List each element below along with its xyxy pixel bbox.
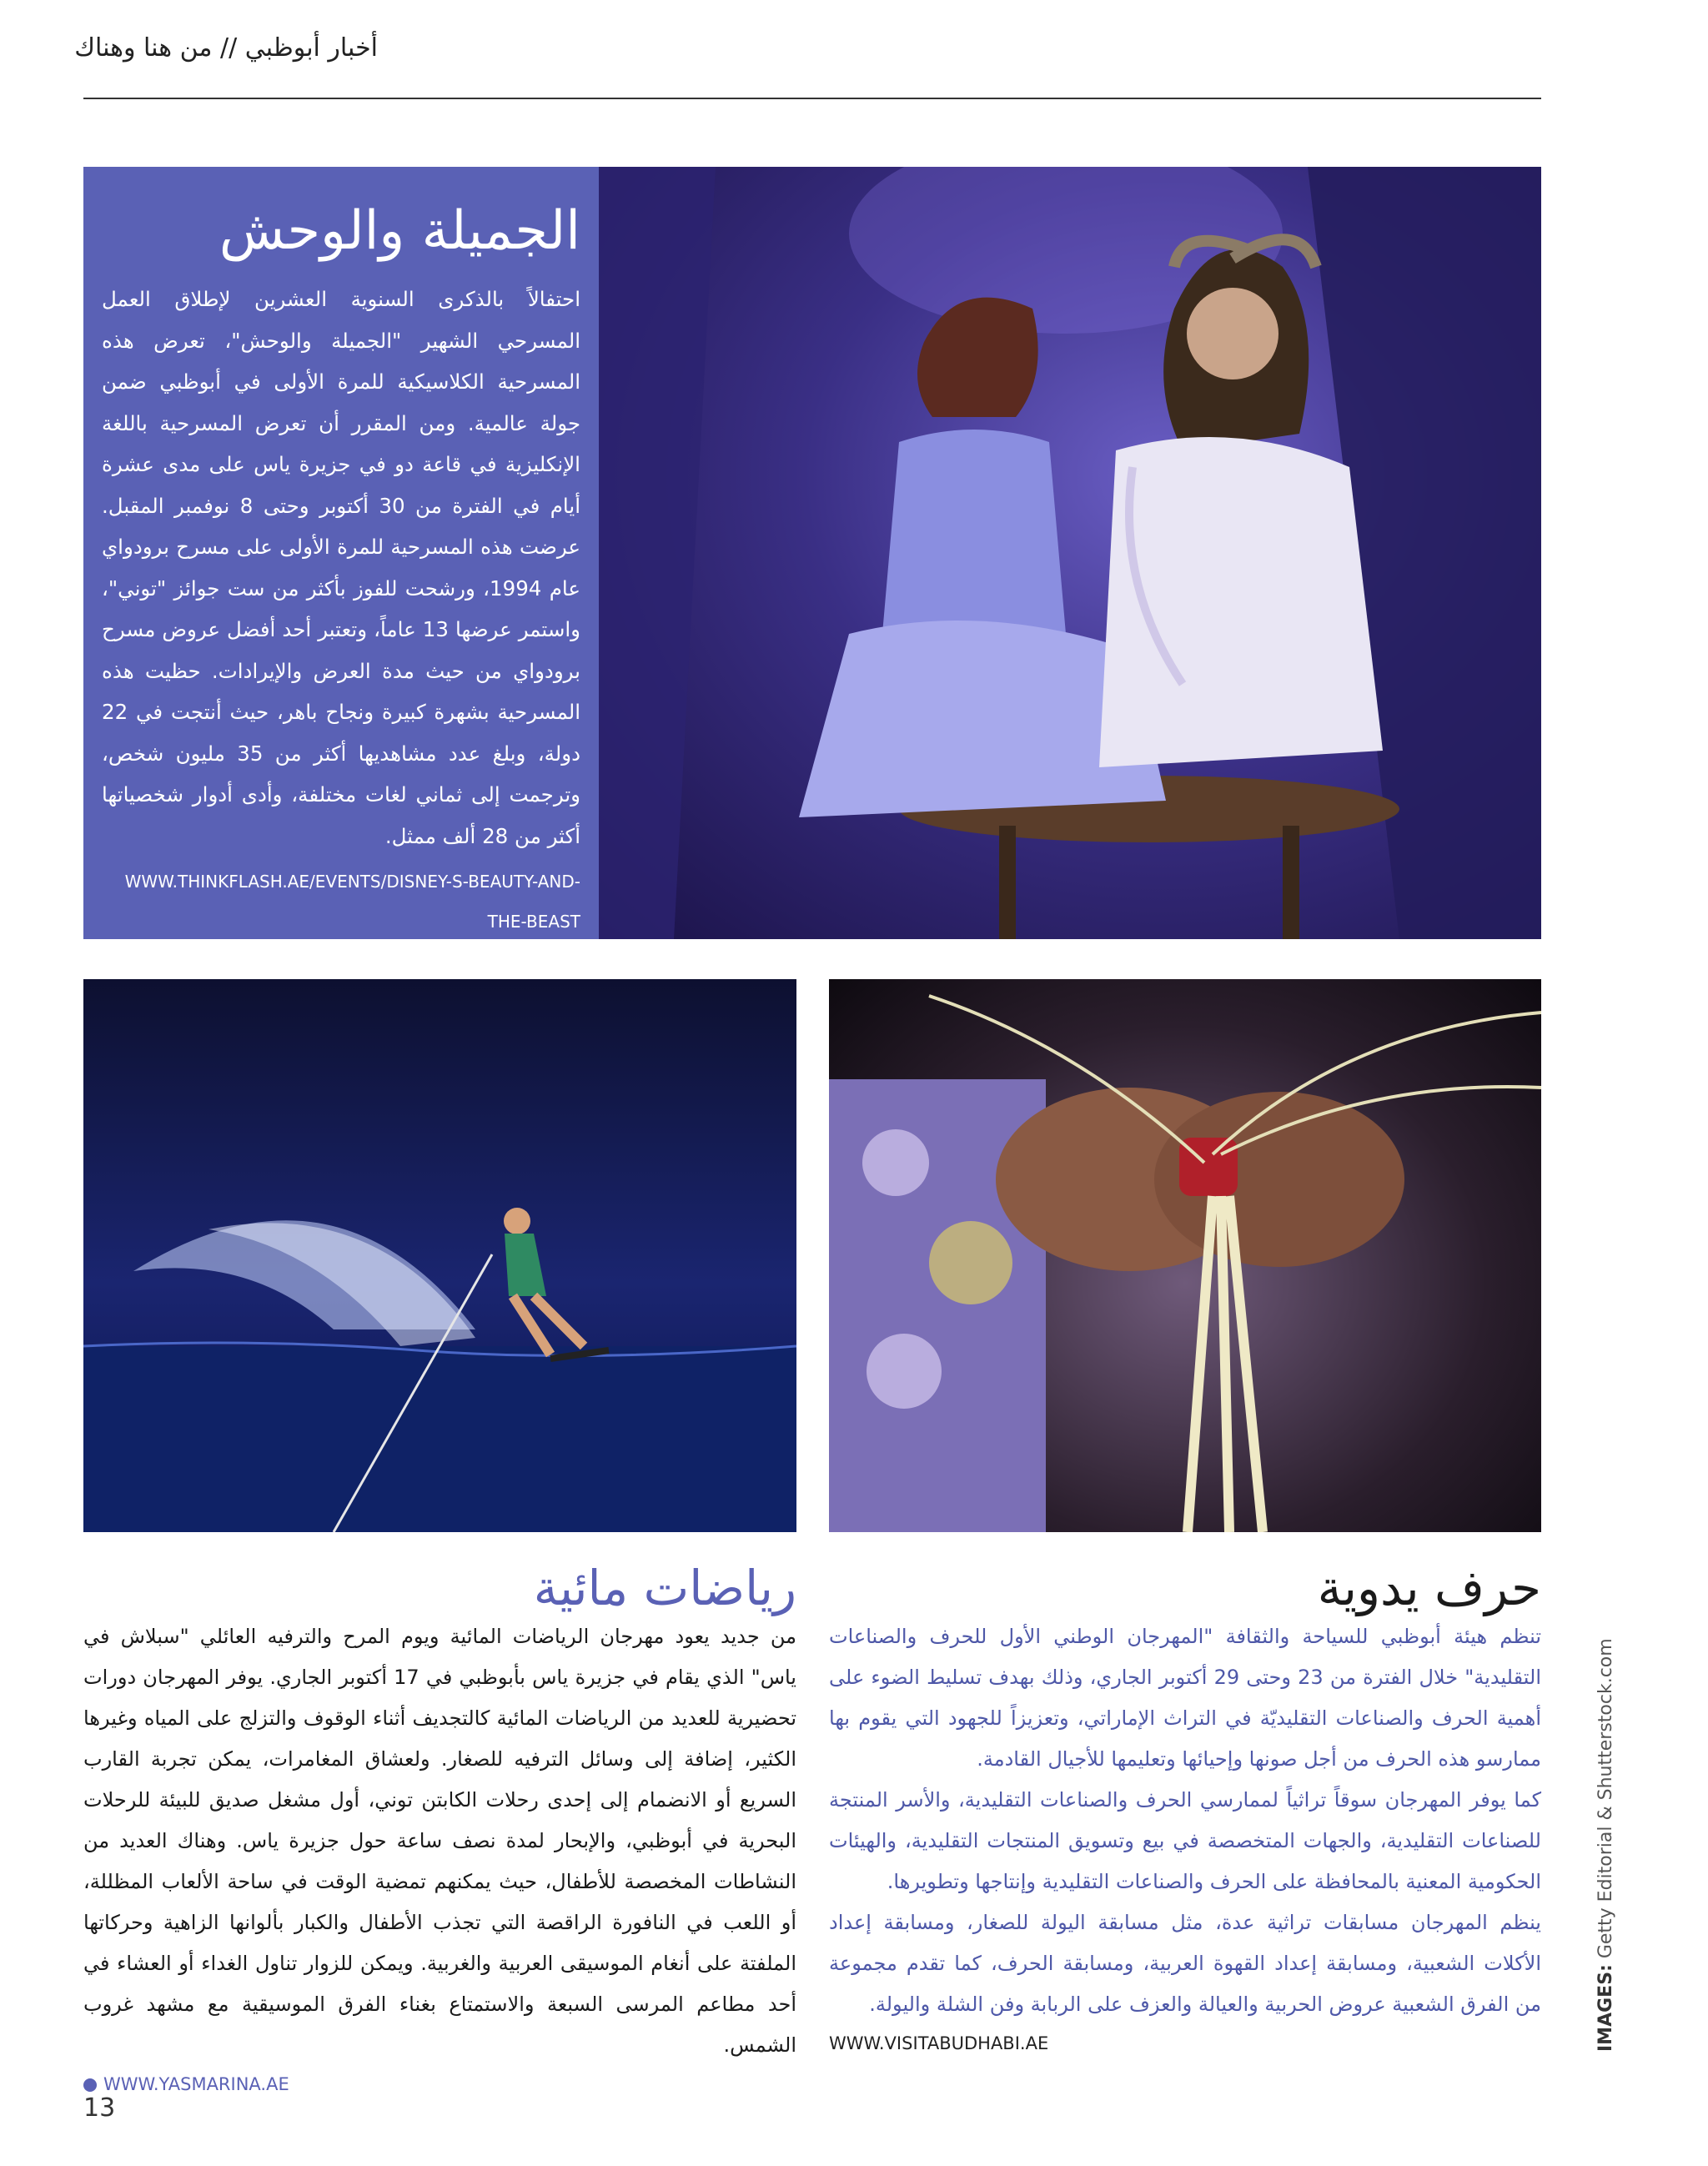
- handicraft-photo: [829, 979, 1541, 1532]
- feature-block: [83, 167, 1541, 939]
- handicrafts-article: [829, 1560, 1541, 2053]
- handicrafts-title: حرف يدوية: [1317, 1560, 1541, 1616]
- water-sports-body: من جديد يعود مهرجان الرياضات المائية ويوم المرح والترفيه العائلي "سبلاش في ياس" الذي يقام في جزيرة ياس بأبوظبي في 17 أكتوبر الجاري. يوفر المهرجان دورات تحضيرية للعديد من الرياضات المائية كالتجديف أثناء الوقوف والتزلج على المياه وغيرها الكثير، إضافة إلى وسائل الترفيه للصغار. ولعشاق المغامرات، يمكن تجربة القارب السريع أو الانضمام إلى إحدى رحلات الكابتن توني، أول مشغل صديق للبيئة للرحلات البحرية في أبوظبي، والإبحار لمدة نصف ساعة حول جزيرة ياس. وهناك العديد من النشاطات المخصصة للأطفال، حيث يمكنهم تمضية الوقت في ساحة الألعاب المظللة، أو اللعب في النافورة الراقصة التي تجذب الأطفال والكبار بألوانها الزاهية وحركاتها الملفتة على أنغام الموسيقى العربية والغربية. ويمكن للزوار تناول الغداء أو العشاء في أحد مطاعم المرسى السبعة والاستمتاع بغناء الفرق الموسيقية مع مشهد غروب الشمس.: [83, 1625, 796, 2057]
- image-credit-text: Getty Editorial & Shutterstock.com: [1595, 1638, 1616, 1965]
- handicrafts-body-p2: كما يوفر المهرجان سوقاً تراثياً لممارسي الحرف والصناعات التقليدية، والأسر المنتجة للصناعات التقليدية، والجهات المتخصصة في بيع وتسويق المنتجات التقليدية، والهيئات الحكومية المعنية بالمحافظة على الحرف والصناعات التقليدية وإنتاجها وتطويرها.: [829, 1788, 1541, 1893]
- header-divider: [83, 98, 1541, 99]
- water-sports-link[interactable]: WWW.YASMARINA.AE: [103, 2074, 289, 2094]
- page-number: 13: [83, 2093, 116, 2123]
- water-sports-title: رياضات مائية: [533, 1560, 796, 1616]
- feature-body: احتفالاً بالذكرى السنوية العشرين لإطلاق العمل المسرحي الشهير "الجميلة والوحش"، تعرض هذه المسرحية الكلاسيكية للمرة الأولى في أبوظبي ضمن جولة عالمية. ومن المقرر أن تعرض المسرحية باللغة الإنكليزية في قاعة دو في جزيرة ياس على مدى عشرة أيام في الفترة من 30 أكتوبر وحتى 8 نوفمبر المقبل. عرضت هذه المسرحية للمرة الأولى على مسرح برودواي عام 1994، ورشحت للفوز بأكثر من ست جوائز "توني"، واستمر عرضها 13 عاماً، وتعتبر أحد أفضل عروض مسرح برودواي من حيث مدة العرض والإيرادات. حظيت هذه المسرحية بشهرة كبيرة ونجاح باهر، حيث أنتجت في 22 دولة، وبلغ عدد مشاهديها أكثر من 35 مليون شخص، وترجمت إلى ثماني لغات مختلفة، وأدى أدوار شخصياتها أكثر من 28 ألف ممثل.: [102, 287, 581, 848]
- water-sports-article: [83, 1560, 796, 2094]
- image-credit: [1595, 1638, 1616, 2052]
- feature-text-panel: [83, 167, 599, 939]
- handicrafts-body-p3: ينظم المهرجان مسابقات تراثية عدة، مثل مسابقة اليولة للصغار، ومسابقة إعداد الأكلات الشعبية، ومسابقة إعداد القهوة العربية، ومسابقة الحرف، كما تقدم مجموعة من الفرق الشعبية عروض الحربية والعيالة والعزف على الربابة وفن الشلة واليولة.: [829, 1911, 1541, 2016]
- beauty-and-beast-photo: [599, 167, 1541, 939]
- feature-link[interactable]: WWW.THINKFLASH.AE/EVENTS/DISNEY-S-BEAUTY-AND-THE-BEAST: [124, 872, 580, 932]
- water-ski-photo: [83, 979, 796, 1532]
- water-ski-illustration: [83, 979, 796, 1532]
- water-sports-link-row[interactable]: [83, 2074, 796, 2094]
- stage-illustration: [599, 167, 1541, 939]
- feature-title: الجميلة والوحش: [219, 200, 580, 262]
- section-header: أخبار أبوظبي // من هنا وهناك: [74, 33, 378, 63]
- image-credit-label: IMAGES:: [1595, 1964, 1616, 2052]
- handicraft-illustration: [829, 979, 1541, 1532]
- handicrafts-link[interactable]: WWW.VISITABUDHABI.AE: [829, 2033, 1049, 2053]
- handicrafts-body-p1: تنظم هيئة أبوظبي للسياحة والثقافة "المهرجان الوطني الأول للحرف والصناعات التقليدية" خلال الفترة من 23 وحتى 29 أكتوبر الجاري، وذلك بهدف تسليط الضوء على أهمية الحرف والصناعات التقليديّة في التراث الإماراتي، وتعزيزاً للجهود التي يقوم بها ممارسو هذه الحرف من أجل صونها وإحيائها وتعليمها للأجيال القادمة.: [829, 1625, 1541, 1771]
- globe-icon: [83, 2078, 97, 2092]
